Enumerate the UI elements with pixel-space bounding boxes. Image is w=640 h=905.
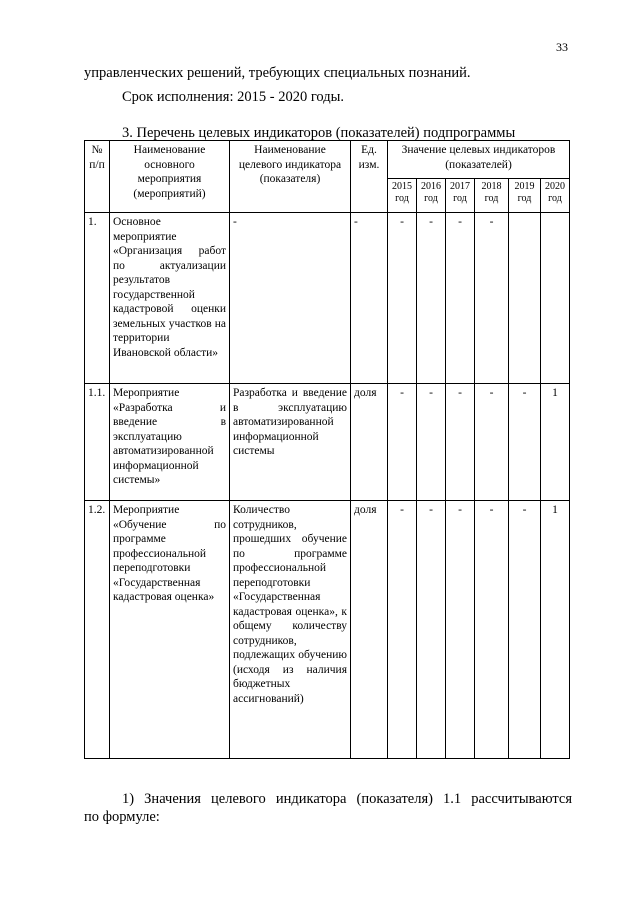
row-value: - (388, 213, 417, 384)
row-value: - (446, 384, 475, 501)
row-value (541, 213, 570, 384)
header-values-group: Значение целевых индикаторов (показателей) (388, 141, 570, 179)
formula-intro-text-continued: по формуле: (84, 809, 160, 825)
row-unit: доля (351, 501, 388, 759)
row-value: - (475, 213, 509, 384)
row-value: - (417, 384, 446, 501)
row-value (509, 213, 541, 384)
deadline-text: Срок исполнения: 2015 - 2020 годы. (122, 89, 344, 105)
header-year: 2015 год (388, 179, 417, 213)
formula-intro-text: 1) Значения целевого индикатора (показателя) 1.1 рассчитываются (122, 791, 572, 807)
header-year: 2020 год (541, 179, 570, 213)
row-num: 1. (85, 213, 110, 384)
row-unit: доля (351, 384, 388, 501)
row-num: 1.2. (85, 501, 110, 759)
row-value: - (388, 501, 417, 759)
row-value: 1 (541, 501, 570, 759)
page-number: 33 (556, 40, 568, 54)
row-indicator: Разработка и введение в эксплуатацию автоматизированной информационной системы (230, 384, 351, 501)
row-value: - (417, 501, 446, 759)
row-value: - (417, 213, 446, 384)
header-activity: Наименование основного мероприятия (мероприятий) (110, 141, 230, 213)
row-indicator: Количество сотрудников, прошедших обучение по программе профессиональной переподготовки «Государственная кадастровая оценка», к общему количеству сотрудников, подлежащих обучению (исходя из наличия бюджетных ассигнований) (230, 501, 351, 759)
header-num: № п/п (85, 141, 110, 213)
row-value: - (475, 501, 509, 759)
row-value: - (388, 384, 417, 501)
table-row (85, 213, 570, 384)
row-num: 1.1. (85, 384, 110, 501)
table-caption: 3. Перечень целевых индикаторов (показателей) подпрограммы (122, 125, 516, 141)
row-value: - (475, 384, 509, 501)
row-activity: Мероприятие «Разработка и введение в эксплуатацию автоматизированной информационной системы» (110, 384, 230, 501)
header-year: 2016 год (417, 179, 446, 213)
header-indicator: Наименование целевого индикатора (показателя) (230, 141, 351, 213)
header-year: 2019 год (509, 179, 541, 213)
header-unit: Ед. изм. (351, 141, 388, 213)
indicators-table (84, 140, 570, 759)
header-row (85, 141, 570, 179)
header-year: 2018 год (475, 179, 509, 213)
row-value: - (509, 384, 541, 501)
row-activity: Мероприятие «Обучение по программе профессиональной переподготовки «Государственная кадастровая оценка» (110, 501, 230, 759)
table-row (85, 384, 570, 501)
row-value: 1 (541, 384, 570, 501)
row-unit: - (351, 213, 388, 384)
row-value: - (509, 501, 541, 759)
row-value: - (446, 213, 475, 384)
row-indicator: - (230, 213, 351, 384)
header-year: 2017 год (446, 179, 475, 213)
paragraph-text: управленческих решений, требующих специальных познаний. (84, 65, 471, 81)
table-row (85, 501, 570, 759)
row-value: - (446, 501, 475, 759)
row-activity: Основное мероприятие «Организация работ по актуализации результатов государственной кадастровой оценки земельных участков на территории Ивановской области» (110, 213, 230, 384)
